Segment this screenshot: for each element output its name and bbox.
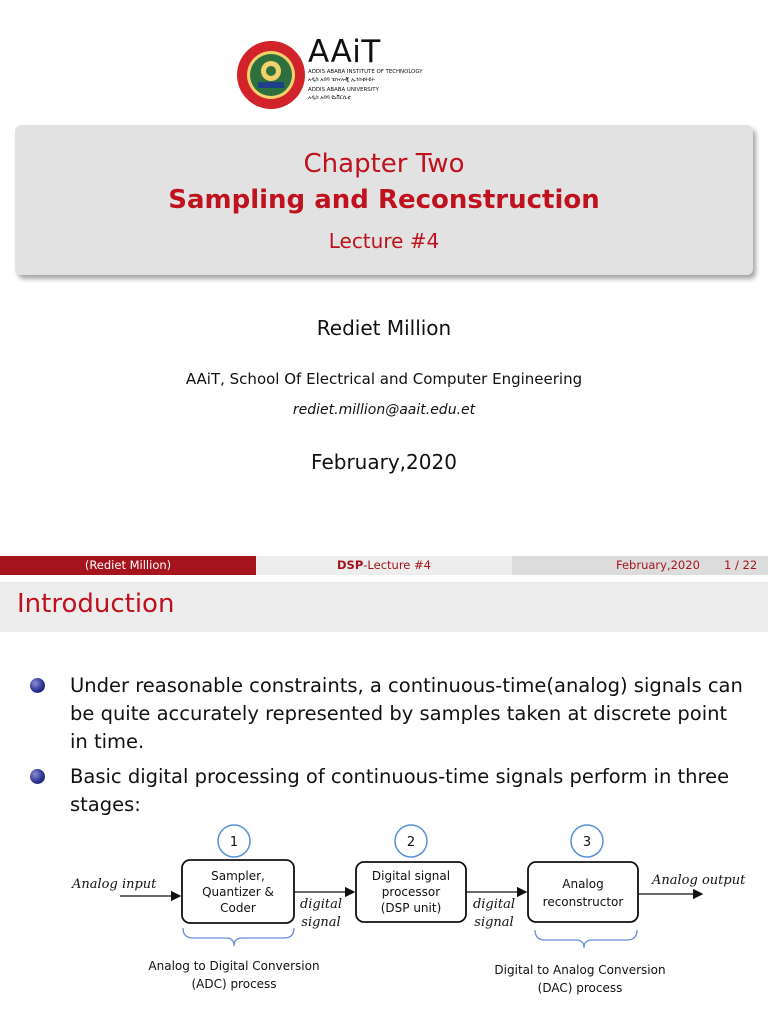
logo-brand: AAiT <box>308 34 381 70</box>
author-email: rediet.million@aait.edu.et <box>292 402 476 418</box>
sampler-label-3: Coder <box>220 901 256 915</box>
processing-block-diagram <box>0 820 768 1010</box>
sampler-label-2: Quantizer & <box>202 885 274 899</box>
main-title: Sampling and Reconstruction <box>168 185 600 215</box>
frame-title: Introduction <box>17 589 175 619</box>
step-number: 2 <box>406 835 416 850</box>
bullet-icon <box>30 678 45 693</box>
footer-course-rest: -Lecture #4 <box>363 558 431 572</box>
adc-caption-2: (ADC) process <box>191 977 277 991</box>
bullet-text-1: Under reasonable constraints, a continuous-time(analog) signals can be quite accurately represented by samples taken at discrete point in time. <box>70 674 743 753</box>
bullet-text-2: Basic digital processing of continuous-time signals perform in three stages: <box>70 765 730 816</box>
dac-caption-1: Digital to Analog Conversion <box>494 963 666 977</box>
title-box <box>15 125 753 275</box>
dsp-label-1: Digital signal <box>371 869 451 883</box>
digital-signal-label-2a: digital <box>472 897 516 912</box>
logo-line-1: ADDIS ABABA INSTITUTE OF TECHNOLOGY <box>308 69 423 75</box>
reconstructor-box <box>528 862 638 922</box>
footer-bar <box>0 556 768 575</box>
dsp-label-3: (DSP unit) <box>380 901 442 915</box>
digital-signal-label-1a: digital <box>299 897 343 912</box>
institution: AAiT, School Of Electrical and Computer Engineering <box>185 370 583 388</box>
footer-course <box>256 556 512 575</box>
reconstructor-label-1: Analog <box>562 877 604 891</box>
step-number: 1 <box>229 835 239 850</box>
step-number: 3 <box>582 835 592 850</box>
analog-output-label: Analog output <box>652 873 746 888</box>
bullet-icon <box>30 769 45 784</box>
lecture-number: Lecture #4 <box>328 229 440 253</box>
dac-caption-2: (DAC) process <box>537 981 623 995</box>
frame-title-bar <box>0 582 768 632</box>
footer-right <box>512 556 768 575</box>
logo-line-3: ADDIS ABABA UNIVERSITY <box>308 87 379 93</box>
footer-author: (Rediet Million) <box>0 556 256 575</box>
university-seal-icon <box>236 40 306 110</box>
analog-input-label: Analog input <box>72 877 157 892</box>
digital-signal-label-2b: signal <box>474 915 514 930</box>
aait-logo <box>236 34 426 114</box>
logo-line-4: አዲስ አበባ ዩኒቨርሲቲ <box>308 95 351 101</box>
digital-signal-label-1b: signal <box>301 915 341 930</box>
sampler-label-1: Sampler, <box>211 869 265 883</box>
adc-brace <box>183 928 294 946</box>
footer-date: February,2020 <box>616 558 700 572</box>
reconstructor-label-2: reconstructor <box>542 895 624 909</box>
presentation-date: February,2020 <box>311 450 457 474</box>
author-name: Rediet Million <box>316 316 452 340</box>
logo-line-2: አዲስ አበባ ቴክኖሎጂ ኢንስቲትዩት <box>308 77 375 83</box>
chapter-title: Chapter Two <box>303 149 465 179</box>
page-number: 1 / 22 <box>724 558 758 572</box>
adc-caption-1: Analog to Digital Conversion <box>148 959 320 973</box>
footer-course-bold: DSP <box>337 558 364 572</box>
dsp-label-2: processor <box>381 885 441 899</box>
dac-brace <box>535 930 637 948</box>
